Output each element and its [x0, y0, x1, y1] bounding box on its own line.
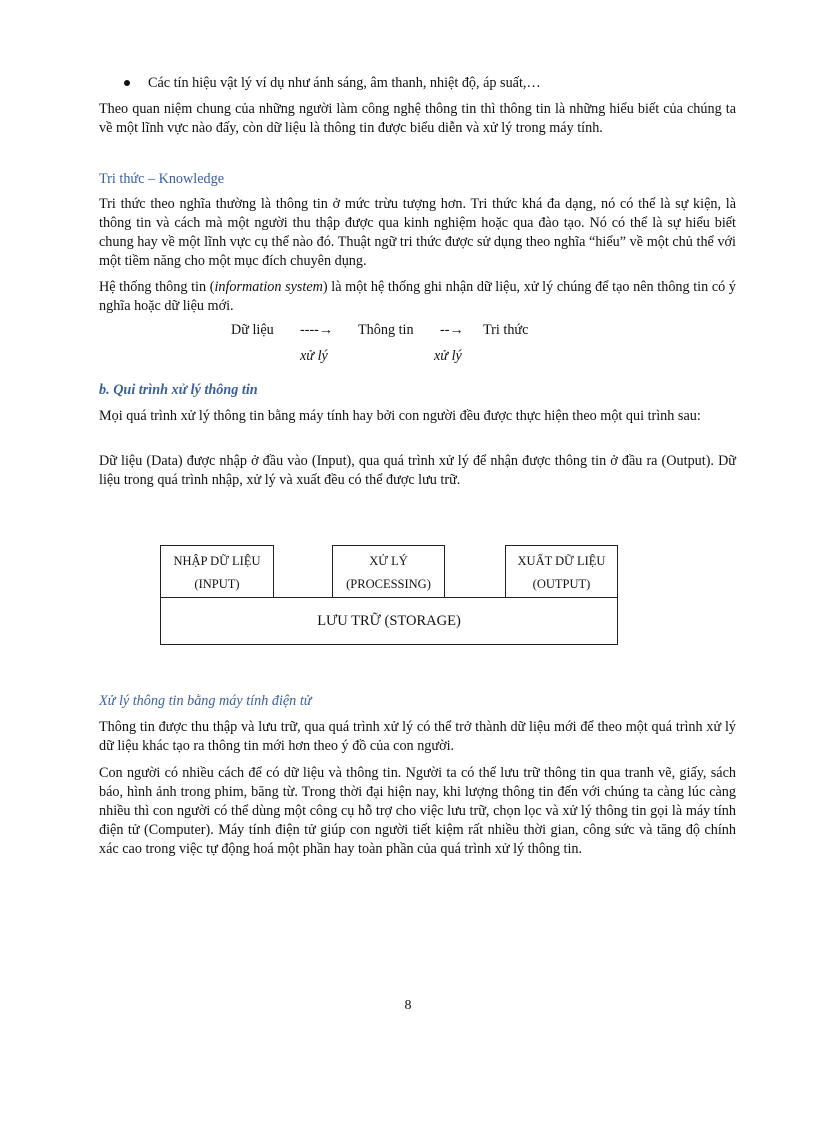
- output-box-subtitle: (OUTPUT): [532, 577, 591, 591]
- output-box: [505, 545, 618, 598]
- knowledge-flow-labels: [0, 348, 816, 368]
- input-box-subtitle: (INPUT): [194, 577, 240, 591]
- flow-process-label-1: xử lý: [300, 348, 328, 364]
- paragraph-computer-1: Thông tin được thu thập và lưu trữ, qua quá trình xử lý có thể trở thành dữ liệu mới để theo một quá trình xử lý dữ liệu khác tạo ra thông tin mới hơn theo ý đồ của con người.: [99, 719, 736, 754]
- processing-box-title: XỬ LÝ: [369, 554, 408, 568]
- processing-box-subtitle: (PROCESSING): [346, 577, 431, 591]
- storage-box: LƯU TRỮ (STORAGE): [160, 597, 618, 645]
- system-term: information system: [214, 279, 323, 295]
- page-number: 8: [404, 998, 412, 1013]
- flow-process-label-2: xử lý: [434, 348, 462, 364]
- paragraph-process-2: Dữ liệu (Data) được nhập ở đầu vào (Input), qua quá trình xử lý để nhận được thông tin ở đầu ra (Output). Dữ liệu trong quá trình nhập, xử lý và xuất đều có thể được lưu trữ.: [99, 453, 736, 488]
- flow-arrow-1: ----→: [300, 322, 334, 338]
- heading-section-b: b. Qui trình xử lý thông tin: [99, 382, 258, 398]
- processing-box: [332, 545, 445, 598]
- bullet-item: Các tín hiệu vật lý ví dụ như ánh sáng, âm thanh, nhiệt độ, áp suất,…: [148, 75, 541, 91]
- output-box-title: XUẤT DỮ LIỆU: [517, 554, 606, 568]
- flow-data: Dữ liệu: [231, 322, 274, 338]
- paragraph-computer-2: Con người có nhiều cách để có dữ liệu và thông tin. Người ta có thể lưu trữ thông tin qua tranh vẽ, giấy, sách báo, hình ảnh trong phim, băng từ. Trong thời đại hiện nay, khi lượng thông tin đến với chúng ta càng lúc càng nhiều thì con người có thể dùng một công cụ hỗ trợ cho việc lưu trữ, chọn lọc và xử lý thông tin gọi là máy tính điện tử (Computer). Máy tính điện tử giúp con người tiết kiệm rất nhiều thời gian, công sức và tăng độ chính xác cao trong việc tự động hoá một phần hay toàn phần của quá trình xử lý thông tin.: [99, 765, 736, 857]
- bullet-icon: [124, 80, 130, 86]
- input-box-title: NHẬP DỮ LIỆU: [173, 554, 261, 568]
- heading-knowledge: Tri thức – Knowledge: [99, 171, 224, 187]
- paragraph-information: Theo quan niệm chung của những người làm công nghệ thông tin thì thông tin là những hiểu biết của chúng ta về một lĩnh vực nào đấy, còn dữ liệu là thông tin được biểu diễn và xử lý trong máy tính.: [99, 101, 736, 136]
- flow-knowledge: Tri thức: [483, 322, 529, 338]
- paragraph-information-system: [99, 278, 736, 316]
- system-text-after: ) là một hệ thống ghi nhận dữ liệu, xử lý chúng để tạo nên thông tin có ý nghĩa hoặc dữ liệu mới.: [99, 279, 736, 314]
- knowledge-flow: [0, 322, 816, 342]
- flow-information: Thông tin: [358, 322, 414, 338]
- flow-arrow-2: --→: [440, 322, 464, 338]
- paragraph-process-1: Mọi quá trình xử lý thông tin bằng máy tính hay bởi con người đều được thực hiện theo một qui trình sau:: [99, 408, 701, 424]
- paragraph-knowledge: Tri thức theo nghĩa thường là thông tin ở mức trừu tượng hơn. Tri thức khá đa dạng, nó có thể là sự kiện, là thông tin và cách mà một người thu thập được qua kinh nghiệm hoặc qua đào tạo. Nó có thể là sự hiểu biết chung hay về một lĩnh vực cụ thể nào đó. Thuật ngữ tri thức được sử dụng theo nghĩa “hiểu” về một chủ thể với một tiềm năng cho một mục đích chuyên dụng.: [99, 196, 736, 269]
- input-box: [160, 545, 274, 598]
- heading-computer-processing: Xử lý thông tin bằng máy tính điện tử: [99, 693, 312, 709]
- system-text-before: Hệ thống thông tin (: [99, 279, 215, 295]
